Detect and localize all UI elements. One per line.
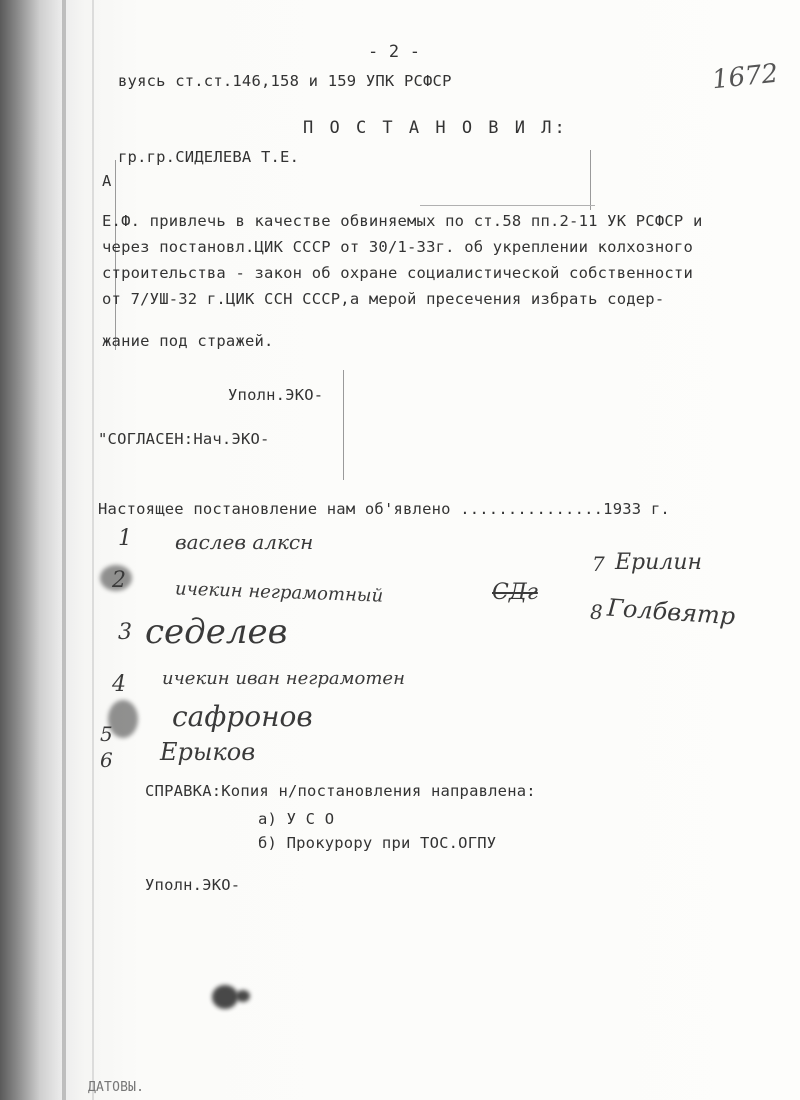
signer-number-8: 8 [590, 600, 603, 624]
distribution-a: а) У С О [258, 810, 335, 828]
signer-number-7: 7 [592, 552, 605, 576]
approval-line: "СОГЛАСЕН:Нач.ЭКО- [98, 430, 270, 448]
distribution-b: б) Прокурору при ТОС.ОГПУ [258, 834, 497, 852]
crossed-signature: СДг [492, 580, 538, 605]
page-number: - 2 - [368, 42, 421, 62]
text-line-3: гр.гр.СИДЕЛЕВА Т.Е. [118, 148, 300, 166]
footer-fragment: ДАТОВЫ. [88, 1080, 145, 1095]
text-line-5: Е.Ф. привлечь в качестве обвиняемых по ст.58 пп.2-11 УК РСФСР и [102, 212, 703, 230]
signer-number-4: 4 [112, 672, 126, 697]
text-line-4: А [102, 172, 112, 190]
form-line-right [590, 150, 591, 210]
form-line-top [420, 205, 595, 206]
signature-6: Ерыков [160, 738, 256, 766]
signer-number-5: 5 [100, 722, 113, 746]
signer-number-1: 1 [118, 526, 132, 551]
announcement-line: Настоящее постановление нам об'явлено ...............1933 г. [98, 500, 670, 518]
text-line-7: строительства - закон об охране социалистической собственности [102, 264, 693, 282]
archive-reference: 1672 [710, 58, 780, 96]
text-line-6: через постановл.ЦИК СССР от 30/1-33г. об укреплении колхозного [102, 238, 693, 256]
signature-2: ичекин неграмотный [174, 578, 384, 607]
signature-4: ичекин иван неграмотен [162, 668, 405, 689]
signature-1: васлев алксн [175, 530, 314, 554]
document-heading: П О С Т А Н О В И Л: [303, 118, 568, 138]
text-line-1: вуясь ст.ст.146,158 и 159 УПК РСФСР [118, 72, 452, 90]
ink-blot-small [236, 990, 250, 1002]
form-line-mid [343, 370, 344, 480]
signature-3: седелев [145, 612, 288, 652]
certificate-line: СПРАВКА:Копия н/постановления направлена: [145, 782, 536, 800]
signature-7: Ерилин [615, 550, 702, 575]
signer-number-6: 6 [100, 748, 113, 772]
page-fold-shadow [62, 0, 66, 1100]
text-line-9: жание под стражей. [102, 332, 274, 350]
text-line-8: от 7/УШ-32 г.ЦИК ССН СССР,а мерой пресечения избрать содер- [102, 290, 665, 308]
signature-officer: Уполн.ЭКО- [228, 386, 324, 404]
signature-8: Голбвятр [606, 593, 737, 631]
signature-5: сафронов [172, 700, 313, 733]
signer-number-2: 2 [112, 568, 126, 593]
signer-number-3: 3 [118, 620, 132, 645]
signature-officer-2: Уполн.ЭКО- [145, 876, 241, 894]
ink-blot-large [212, 985, 238, 1009]
page-fold-line [92, 0, 94, 1100]
